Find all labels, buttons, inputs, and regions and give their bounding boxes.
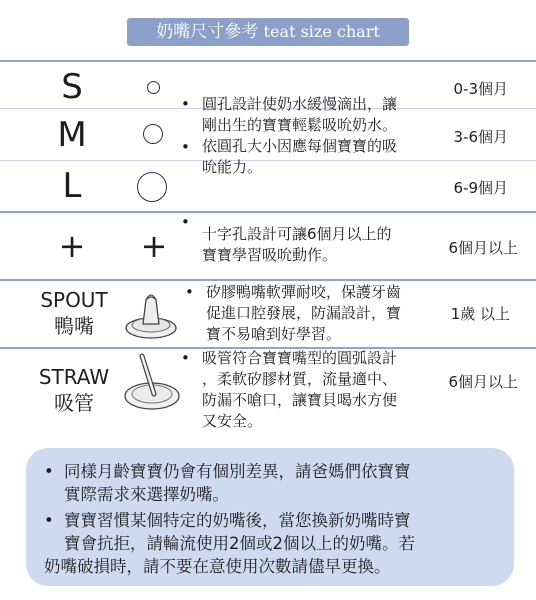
note-1 (44, 460, 411, 506)
rule-round-cross (0, 211, 536, 213)
cross-desc-line: 寶寶學習吸吮動作。 (202, 246, 338, 264)
chart-title (127, 18, 409, 46)
note-1-line: 同樣月齡寶寶仍會有個別差異，請爸媽們依寶寶 (64, 462, 411, 481)
bullet: • (44, 511, 54, 530)
bullet: • (185, 283, 194, 301)
straw-name-en: STRAW (38, 365, 110, 389)
straw-desc-line: 吸管符合寶寶嘴型的圓弧設計 (202, 349, 398, 367)
note-2-line: 寶會抗拒，請輪流使用2個或2個以上的奶嘴。若 (64, 534, 415, 553)
spout-name-en: SPOUT (40, 288, 108, 312)
bullet: • (181, 138, 190, 156)
rule-top (0, 60, 536, 62)
rule-cross-spout (0, 279, 536, 281)
age-l: 6-9個月 (453, 179, 508, 197)
round-hole-description (181, 94, 442, 178)
bullet: • (44, 462, 54, 481)
straw-desc-line: 防漏不嗆口，讓寶貝喝水方便 (202, 391, 398, 409)
spout-desc-line: 寶不易嗆到好學習。 (206, 325, 342, 343)
age-s: 0-3個月 (453, 80, 508, 98)
size-m-label: M (57, 115, 87, 155)
age-spout: 1歲 以上 (450, 305, 510, 323)
note-2 (44, 509, 415, 578)
round-desc-line: 圓孔設計使奶水緩慢滴出，讓 (202, 95, 398, 113)
spout-desc-line: 矽膠鴨嘴軟彈耐咬，保護牙齒 (206, 283, 402, 301)
round-desc-line: 依圓孔大小因應每個寶寶的吸 (202, 137, 398, 155)
age-m: 3-6個月 (453, 128, 508, 146)
spout-label (26, 287, 122, 339)
straw-desc-line: ，柔軟矽膠材質，流量適中、 (202, 370, 398, 388)
bullet: • (181, 213, 190, 231)
spout-name-zh: 鴨嘴 (54, 314, 94, 338)
age-straw: 6個月以上 (448, 373, 518, 391)
medium-round-hole-icon (143, 124, 163, 144)
size-s-label: S (61, 67, 83, 107)
cross-size-label: + (58, 227, 86, 265)
cross-hole-description (181, 213, 442, 266)
small-round-hole-icon (147, 81, 160, 94)
size-l-label: L (62, 166, 82, 206)
round-desc-line: 吮能力。 (202, 158, 263, 176)
straw-desc-line: 又安全。 (202, 412, 263, 430)
note-1-line: 實際需求來選擇奶嘴。 (64, 485, 229, 504)
straw-label (26, 364, 122, 416)
round-desc-line: 剛出生的寶寶輕鬆吸吮奶水。 (202, 116, 398, 134)
cross-desc-line: 十字孔設計可讓6個月以上的 (202, 225, 392, 243)
straw-name-zh: 吸管 (54, 391, 94, 415)
large-round-hole-icon (137, 172, 167, 202)
note-2-line: 奶嘴破損時，請不要在意使用次數請儘早更換。 (44, 557, 391, 576)
spout-desc-line: 促進口腔發展，防漏設計，寶 (206, 304, 402, 322)
note-2-line: 寶寶習慣某個特定的奶嘴後，當您換新奶嘴時寶 (64, 511, 411, 530)
spout-icon (122, 284, 180, 342)
bullet: • (181, 95, 190, 113)
title-en: teat size chart (263, 22, 380, 41)
cross-hole-icon: + (140, 227, 168, 265)
title-zh: 奶嘴尺寸參考 (156, 22, 259, 42)
age-cross: 6個月以上 (448, 239, 518, 257)
straw-icon (120, 350, 182, 414)
bullet: • (181, 349, 190, 367)
